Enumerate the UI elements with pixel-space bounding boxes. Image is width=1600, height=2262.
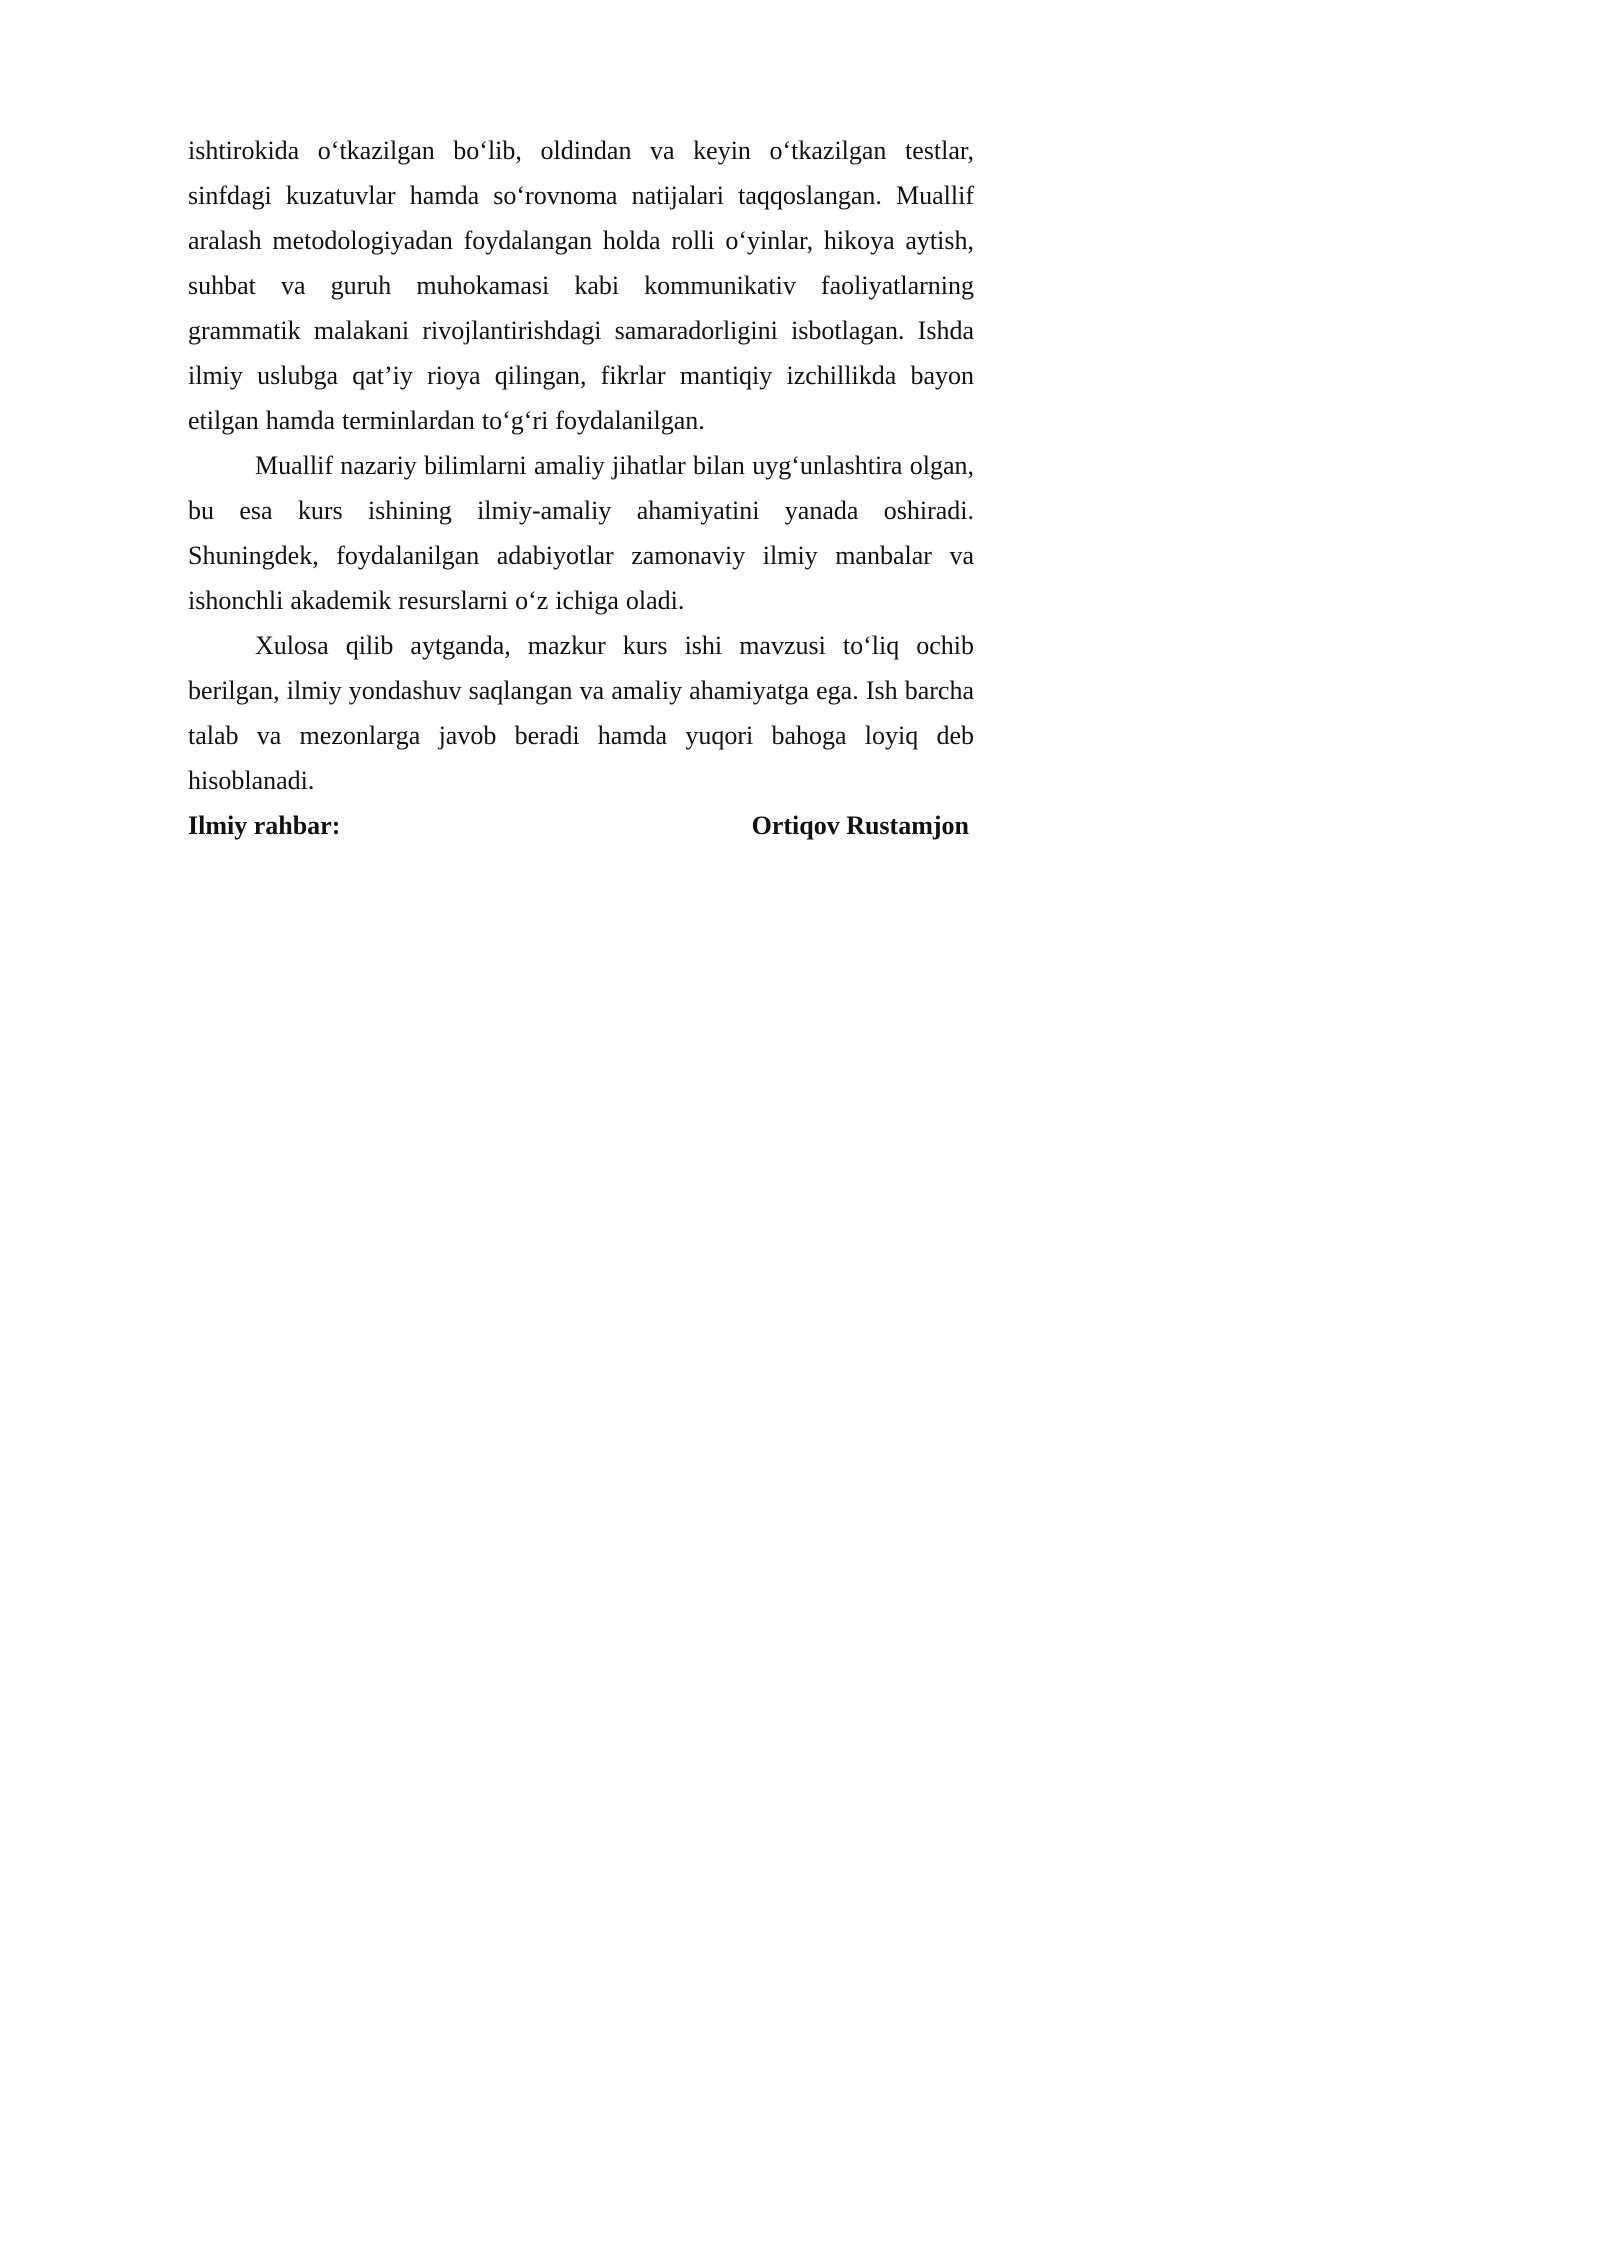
signature-line: [188, 803, 974, 848]
paragraph-conclusion: Xulosa qilib aytganda, mazkur kurs ishi mavzusi to‘liq ochib berilgan, ilmiy yondashuv saqlangan va amaliy ahamiyatga ega. Ish barcha talab va mezonlarga javob beradi hamda yuqori bahoga loyiq deb hisoblanadi.: [188, 631, 974, 795]
supervisor-label: Ilmiy rahbar:: [188, 811, 341, 840]
document-page: [188, 128, 974, 848]
paragraph-continuation: ishtirokida o‘tkazilgan bo‘lib, oldindan va keyin o‘tkazilgan testlar, sinfdagi kuzatuvlar hamda so‘rovnoma natijalari taqqoslangan. Muallif aralash metodologiyadan foydalangan holda rolli o‘yinlar, hikoya aytish, suhbat va guruh muhokamasi kabi kommunikativ faoliyatlarning grammatik malakani rivojlantirishdagi samaradorligini isbotlagan. Ishda ilmiy uslubga qat’iy rioya qilingan, fikrlar mantiqiy izchillikda bayon etilgan hamda terminlardan to‘g‘ri foydalanilgan.: [188, 136, 974, 435]
supervisor-name: Ortiqov Rustamjon: [751, 811, 969, 840]
paragraph-integration: Muallif nazariy bilimlarni amaliy jihatlar bilan uyg‘unlashtira olgan, bu esa kurs ishining ilmiy-amaliy ahamiyatini yanada oshiradi. Shuningdek, foydalanilgan adabiyotlar zamonaviy ilmiy manbalar va ishonchli akademik resurslarni o‘z ichiga oladi.: [188, 451, 974, 615]
